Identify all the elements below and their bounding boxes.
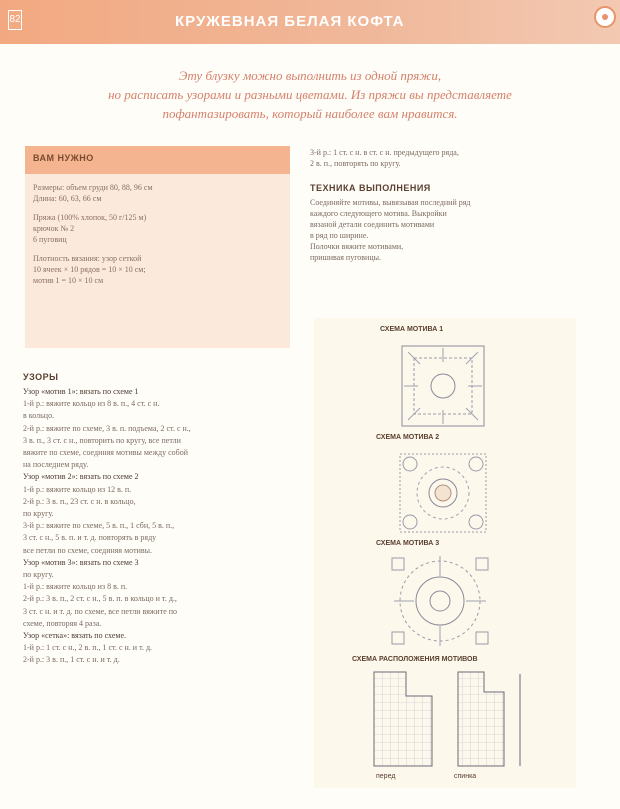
density-line: Плотность вязания: узор сеткой (33, 254, 142, 263)
text-line: Узор «мотив 2»: вязать по схеме 2 (23, 472, 139, 482)
materials-line: Длина: 60, 63, 66 см (33, 194, 102, 203)
density-line: мотив 1 = 10 × 10 см (33, 276, 104, 285)
technique-heading: ТЕХНИКА ВЫПОЛНЕНИЯ (310, 183, 431, 193)
yarn-line: Пряжа (100% хлопок, 50 г/125 м) (33, 213, 147, 222)
scheme3-label: СХЕМА МОТИВА 3 (376, 540, 440, 547)
text-line: каждого следующего мотива. Выкройки (310, 209, 447, 218)
materials-line: Размеры: объем груди 80, 88, 96 см (33, 183, 153, 192)
text-line: 2-й р.: 3 в. п., 1 ст. с н. и т. д. (23, 655, 120, 665)
text-line: 3 ст. с н. и т. д. по схеме, все петли вяжите по (23, 606, 178, 616)
text-line: пришивая пуговицы. (310, 253, 381, 262)
page-number: 82 (8, 10, 22, 30)
diagram-panel (314, 318, 576, 788)
motif3-diagram (388, 554, 492, 648)
text-line: на последнем ряду. (23, 460, 89, 470)
text-line: 1-й р.: вяжите кольцо из 12 в. п. (23, 484, 132, 494)
text-line: 2-й р.: 3 в. п., 2 ст. с н., 5 в. п. в кольцо и т. д., (23, 594, 177, 604)
text-line: 3-й р.: 1 ст. с н. в ст. с н. предыдущего ряда, (310, 148, 459, 157)
page-title: КРУЖЕВНАЯ БЕЛАЯ КОФТА (175, 13, 405, 30)
intro-line: но расписать узорами и разными цветами. Из пряжи вы представляете (108, 87, 512, 102)
text-line: в кольцо. (23, 411, 55, 421)
materials-heading: ВАМ НУЖНО (25, 146, 290, 174)
text-line: схеме, повторяя 4 раза. (23, 618, 102, 628)
yarn-line: крючок № 2 (33, 224, 75, 233)
text-line: 3 в. п., 3 ст. с н., повторить по кругу, все петли (23, 435, 181, 445)
back-label: спинка (454, 773, 477, 780)
yarn-line: 6 пуговиц (33, 235, 67, 244)
text-line: по кругу. (23, 509, 54, 519)
text-line: 3-й р.: вяжите по схеме, 5 в. п., 1 сбн, 5 в. п., (23, 521, 175, 531)
flower-icon (594, 6, 616, 28)
text-line: 1-й р.: вяжите кольцо из 8 в. п. (23, 582, 128, 592)
front-label: перед (376, 773, 396, 780)
scheme1-label: СХЕМА МОТИВА 1 (380, 326, 444, 333)
intro-line: Эту блузку можно выполнить из одной пряжи, (178, 68, 442, 83)
intro-text (40, 66, 580, 123)
materials-box (25, 146, 290, 348)
intro-line: пофантазировать, который наиболее вам нравится. (162, 106, 458, 121)
text-line: 2-й р.: 3 в. п., 23 ст. с н. в кольцо, (23, 496, 136, 506)
text-line: 1-й р.: вяжите кольцо из 8 в. п., 4 ст. с н. (23, 399, 160, 409)
text-line: Узор «мотив 3»: вязать по схеме 3 (23, 557, 139, 567)
text-line: Полочки вяжите мотивами, (310, 242, 404, 251)
text-line: Соединяйте мотивы, вывязывая последний ряд (310, 198, 471, 207)
text-line: по кругу. (23, 570, 54, 580)
scheme2-label: СХЕМА МОТИВА 2 (376, 434, 440, 441)
text-line: вяжите по схеме, соединяя мотивы между собой (23, 448, 188, 458)
text-line: Узор «мотив 1»: вязать по схеме 1 (23, 387, 139, 396)
text-line: 2-й р.: вяжите по схеме, 3 в. п. подъема, 2 ст. с н., (23, 423, 191, 433)
garment-layout-diagram (366, 670, 536, 770)
text-line: в ряд по ширине. (310, 231, 369, 240)
density-line: 10 ячеек × 10 рядов = 10 × 10 см; (33, 265, 146, 274)
technique-column (310, 147, 582, 263)
motif2-diagram (394, 450, 492, 536)
text-line: вязаной детали соединить мотивами (310, 220, 435, 229)
text-line: 3 ст. с н., 5 в. п. и т. д. повторять в ряду (23, 533, 157, 543)
text-line: Узор «сетка»: вязать по схеме. (23, 631, 126, 641)
layout-scheme-label: СХЕМА РАСПОЛОЖЕНИЯ МОТИВОВ (352, 656, 478, 663)
text-line: 2 в. п., повторять по кругу. (310, 159, 401, 168)
motif1-diagram (396, 340, 490, 432)
patterns-column (23, 372, 291, 667)
text-line: 1-й р.: 1 ст. с н., 2 в. п., 1 ст. с н. и т. д. (23, 643, 153, 653)
text-line: все петли по схеме, соединяя мотивы. (23, 545, 152, 555)
patterns-heading: УЗОРЫ (23, 372, 59, 382)
